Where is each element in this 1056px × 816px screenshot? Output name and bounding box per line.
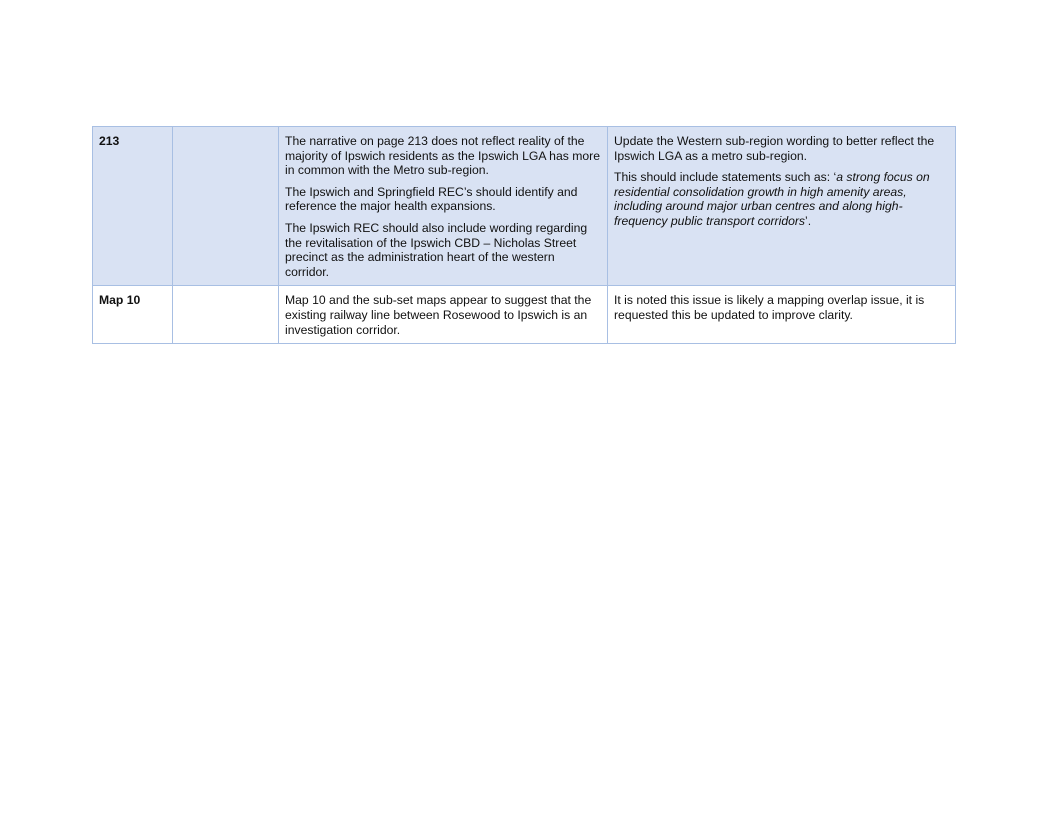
issue-cell <box>279 127 608 286</box>
recommendation-cell <box>608 286 956 344</box>
submission-table <box>92 126 956 344</box>
issue-paragraph: The Ipswich REC should also include wording regarding the revitalisation of the Ipswich CBD – Nicholas Street precinct as the administration heart of the western corridor. <box>285 220 588 279</box>
issue-cell <box>279 286 608 344</box>
empty-cell <box>173 127 279 286</box>
recommendation-cell <box>608 127 956 286</box>
recommendation-paragraph: Update the Western sub-region wording to better reflect the Ipswich LGA as a metro sub-region. <box>614 134 935 163</box>
reference-label: Map 10 <box>99 293 141 308</box>
issue-paragraph: Map 10 and the sub-set maps appear to suggest that the existing railway line between Rosewood to Ipswich is an investigation corridor. <box>285 293 592 337</box>
recommended-statement-quote: a strong focus on residential consolidation growth in high amenity areas, including around major urban centres and along high-frequency public transport corridors <box>614 170 930 228</box>
empty-cell <box>173 286 279 344</box>
recommendation-lead-text: This should include statements such as: ‘ <box>614 170 837 185</box>
table-row <box>93 286 956 344</box>
recommendation-tail-text: ’. <box>805 213 812 228</box>
recommendation-paragraph-with-quote <box>614 170 949 228</box>
recommendation-paragraph: It is noted this issue is likely a mapping overlap issue, it is requested this be updated to improve clarity. <box>614 293 925 322</box>
issue-paragraph: The narrative on page 213 does not reflect reality of the majority of Ipswich residents as the Ipswich LGA has more in common with the Metro sub-region. <box>285 134 600 178</box>
reference-cell <box>93 286 173 344</box>
reference-label: 213 <box>99 134 120 148</box>
issue-paragraph: The Ipswich and Springfield REC’s should identify and reference the major health expansions. <box>285 184 578 214</box>
reference-cell <box>93 127 173 286</box>
table-row <box>93 127 956 286</box>
